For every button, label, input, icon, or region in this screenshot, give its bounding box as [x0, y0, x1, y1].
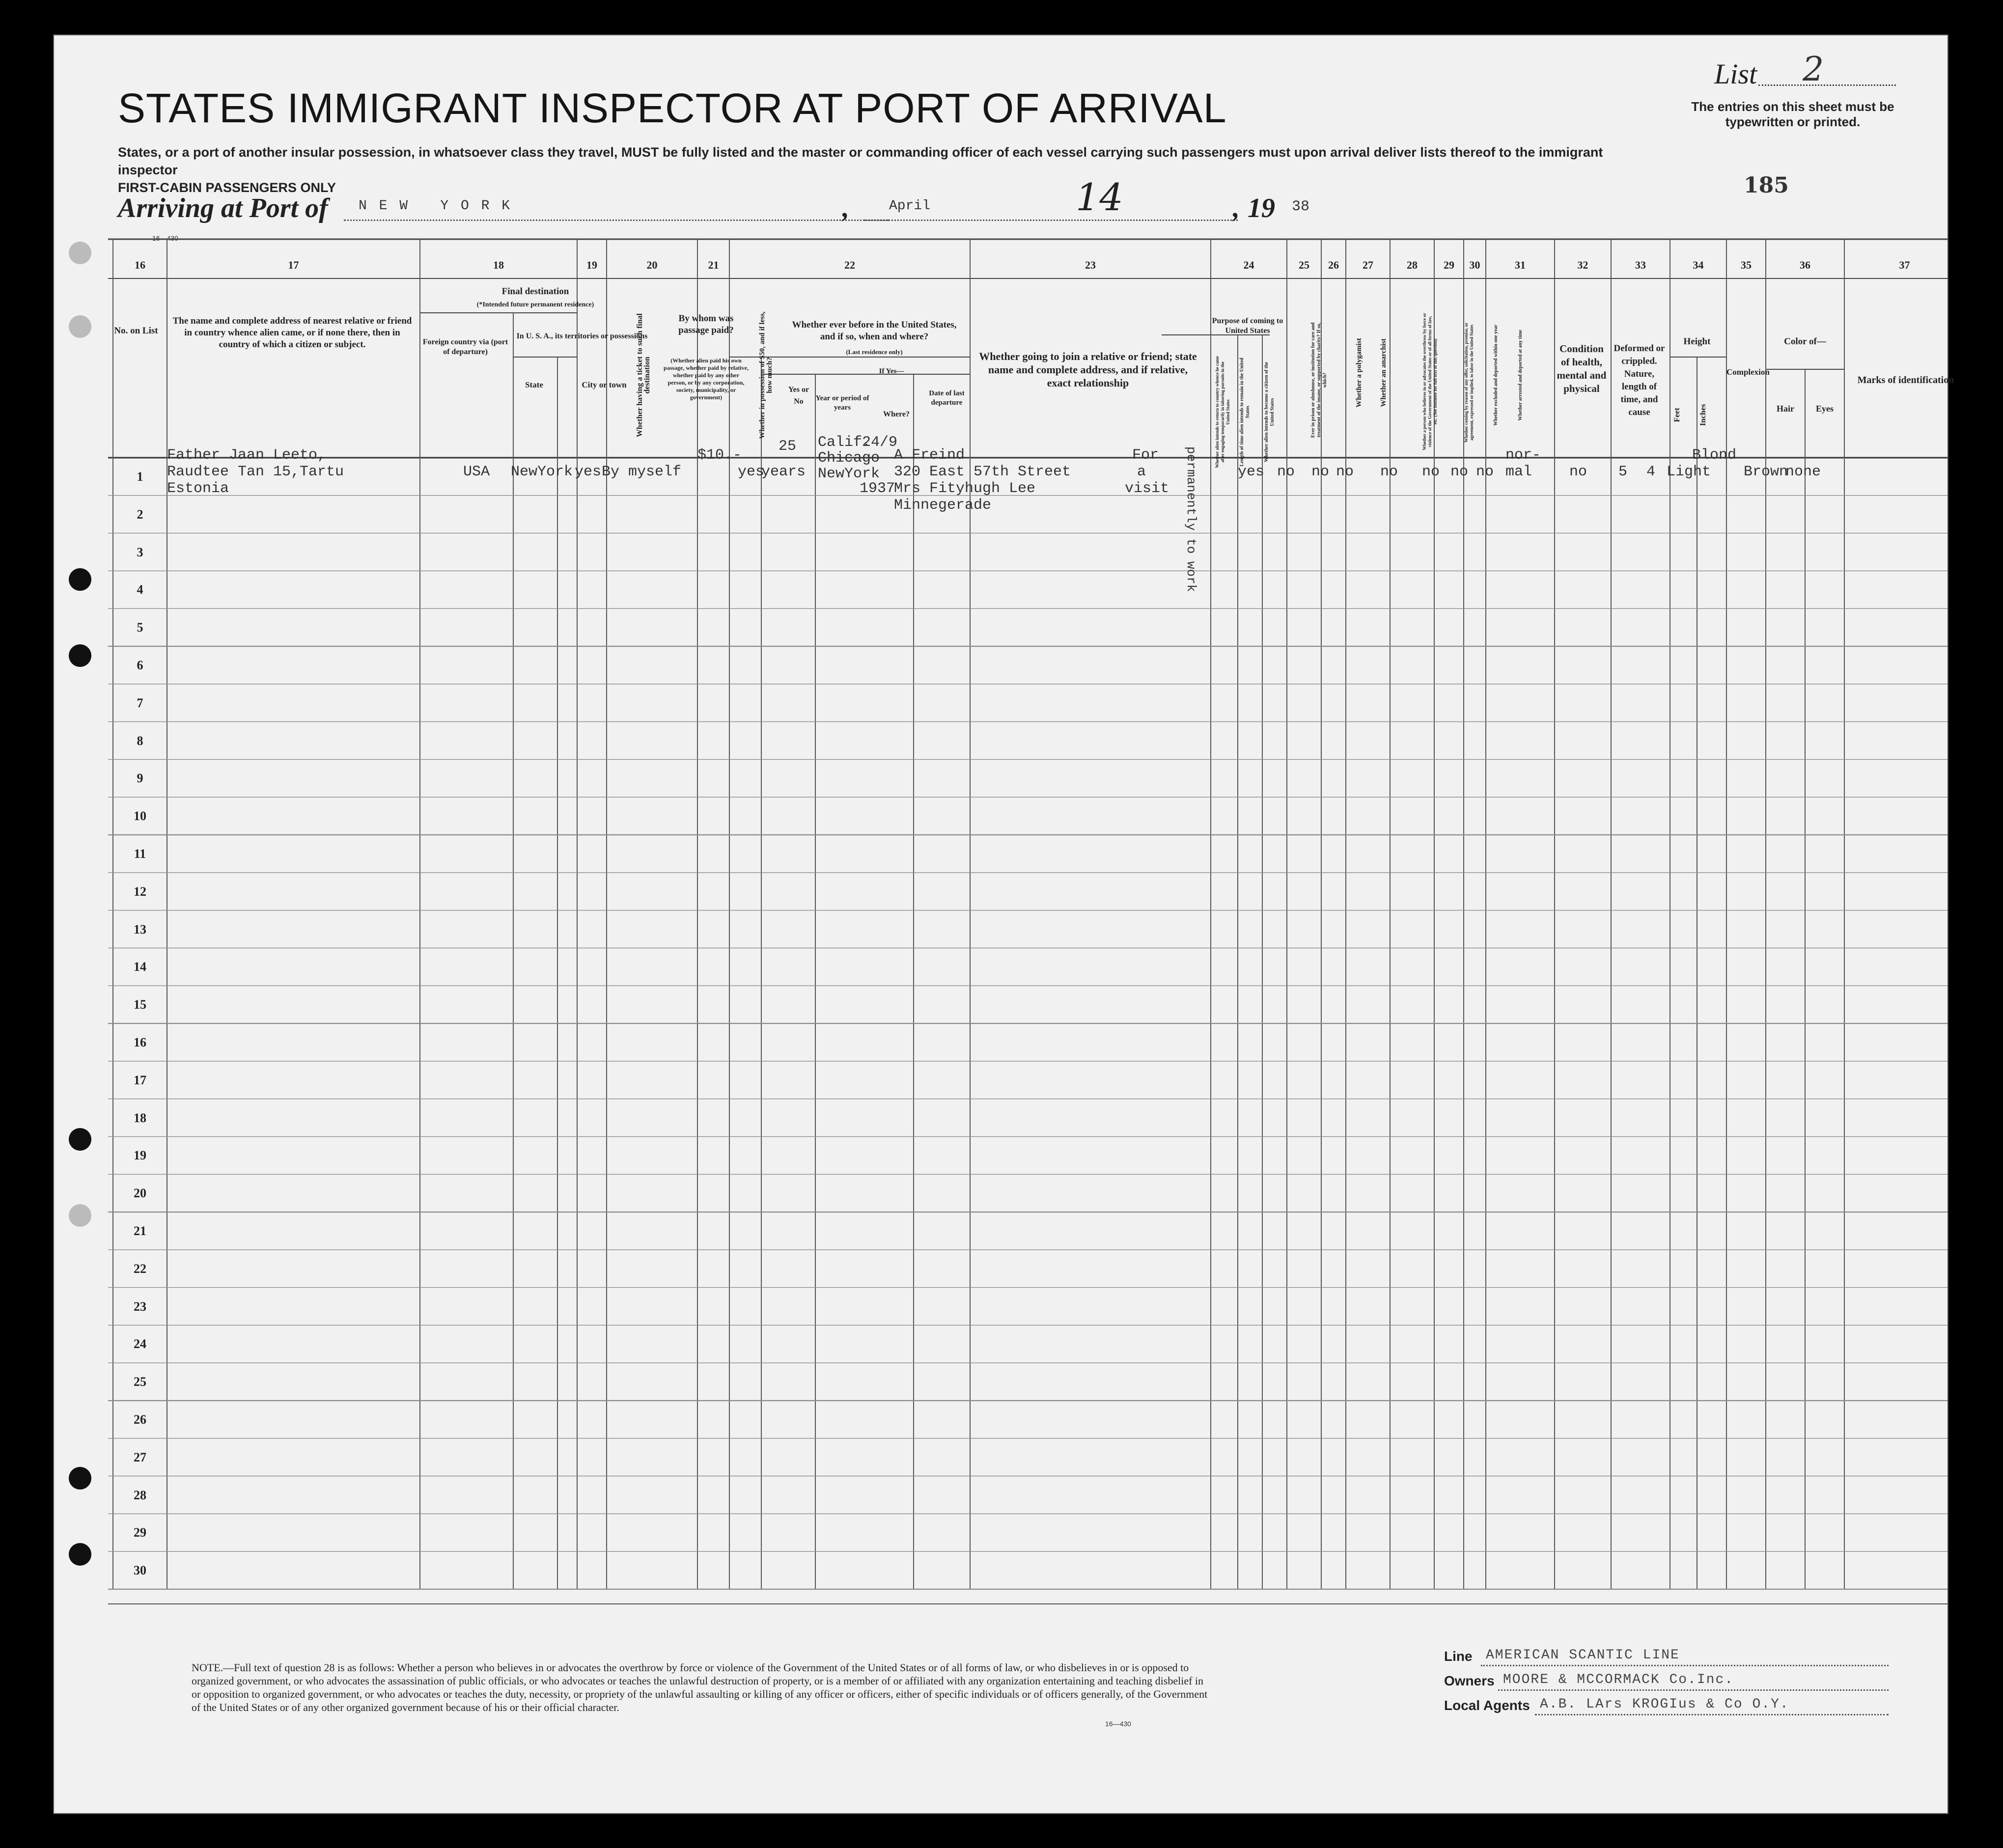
footer-owners-value: MOORE & MCCORMACK Co.Inc. — [1503, 1672, 1734, 1687]
column-number: 22 — [844, 259, 855, 271]
footer-note: NOTE.—Full text of question 28 is as follows: Whether a person who believes in or advocates the overthrow by force or violence of the Government of the United States or of all forms of law, or who disbelieves in or is opposed to organized government, or who advocates the assassination of public officials, or who advocates or teaches the unlawful destruction of property, or is a member of or affiliated with any organization entertaining and teaching disbelief in or opposition to organized government, or who advocates or teaches the duty, necessity, or propriety of the unlawful assaulting or killing of any officer or officers, either of specific individuals or of officers generally, of the Government of the United States or of any other organized government because of his or their official character. — [192, 1661, 1208, 1713]
header-ticket: Whether having a ticket to such final destination — [636, 313, 651, 438]
entry-money: $10.- — [697, 447, 742, 464]
page-number: 185 — [1744, 173, 1789, 198]
header-hair: Hair — [1777, 404, 1794, 414]
row-number: 7 — [137, 695, 143, 710]
header-anarchist: Whether an anarchist — [1380, 338, 1388, 407]
punch-hole — [69, 568, 91, 591]
entry-hair: Blond — [1692, 447, 1737, 464]
form-title: STATES IMMIGRANT INSPECTOR AT PORT OF ARRIVAL — [118, 85, 1227, 131]
column-number: 29 — [1444, 259, 1454, 271]
entry-feet: 5 — [1618, 464, 1628, 480]
header-health: Condition of health, mental and physical — [1557, 343, 1607, 394]
header-foreign-country: Foreign country via (port of departure) — [422, 338, 508, 356]
row-number: 11 — [134, 847, 146, 861]
row-number: 17 — [134, 1073, 146, 1087]
entry-q29: no — [1422, 464, 1440, 480]
header-prison: Ever in prison or almshouse, or institution for care and treatment of the insane, or supported by charity? If so, which? — [1310, 322, 1328, 438]
entry-relative-line3: Estonia — [167, 480, 229, 497]
header-q31: Whether arrested and deported at any time — [1518, 330, 1523, 421]
entry-paid-by: By myself — [602, 464, 682, 480]
row-number: 1 — [137, 469, 143, 484]
row-number: 14 — [134, 960, 146, 974]
row-number: 10 — [134, 809, 146, 824]
column-number: 26 — [1328, 259, 1339, 271]
header-complexion: Complexion — [1726, 367, 1770, 377]
entry-date-1: 24/9 — [862, 434, 898, 451]
manifest-sheet — [54, 35, 1954, 1813]
column-number: 31 — [1515, 259, 1526, 271]
class-line: FIRST-CABIN PASSENGERS ONLY — [118, 180, 336, 195]
header-if-yes: If Yes— — [879, 367, 904, 375]
arriving-label: Arriving at Port of — [118, 193, 328, 223]
header-q30: Whether excluded and deported within one year — [1493, 325, 1499, 426]
column-number: 25 — [1299, 259, 1309, 271]
column-number: 36 — [1800, 259, 1810, 271]
port-value: N E W Y O R K — [359, 198, 512, 214]
row-number: 21 — [134, 1224, 146, 1238]
entry-inches: 4 — [1646, 464, 1656, 480]
header-purpose-return: Whether alien intends to return to country whence he came after engaging temporarily in laboring pursuits in the United States — [1215, 356, 1230, 468]
entry-deformed: no — [1569, 464, 1587, 480]
entry-relative-line2: Raudtee Tan 15,Tartu — [167, 464, 344, 480]
header-q28: Whether a person who believes in or advocates the overthrow by force or violence of the Government of the United States or of all forms of law, etc. (See footnote for full text of this question) — [1422, 313, 1438, 450]
column-number: 20 — [646, 259, 658, 271]
row-number: 9 — [137, 771, 143, 786]
header-inches: Inches — [1699, 404, 1707, 426]
entry-polygamist: no — [1311, 464, 1330, 480]
header-eyes: Eyes — [1816, 404, 1834, 414]
footer-line-label: Line — [1444, 1649, 1473, 1664]
entry-where-2: Chicago — [818, 450, 880, 467]
punch-hole — [69, 315, 91, 338]
entry-ever-before: yes — [738, 464, 765, 480]
row-number: 6 — [137, 658, 143, 672]
punch-hole — [69, 644, 91, 667]
row-number: 3 — [137, 545, 143, 559]
entry-q28: no — [1380, 464, 1398, 480]
entry-city: NewYork — [511, 464, 573, 480]
entry-length: permanently to work — [1184, 446, 1198, 592]
header-passage-paid: By whom was passage paid? — [678, 313, 734, 335]
row-number: 25 — [134, 1375, 146, 1389]
header-relative-address: The name and complete address of nearest relative or friend in country whence alien came, or if none there, then in country of which a citizen or subject. — [172, 316, 412, 350]
column-number: 21 — [708, 259, 719, 271]
row-number: 4 — [137, 582, 143, 597]
entry-health-2: mal — [1505, 464, 1532, 480]
header-city: City or town — [582, 380, 627, 389]
header-purpose: Purpose of coming to United States — [1212, 317, 1283, 335]
entry-q30: no — [1450, 464, 1469, 480]
column-number: 16 — [135, 259, 145, 271]
entry-purpose-3: visit — [1125, 480, 1169, 497]
column-number: 27 — [1363, 259, 1373, 271]
column-number: 23 — [1085, 259, 1096, 271]
column-number: 28 — [1407, 259, 1418, 271]
entry-where-3: NewYork — [818, 466, 880, 482]
footer-line-value: AMERICAN SCANTIC LINE — [1486, 1648, 1680, 1663]
month-value: April — [889, 198, 931, 214]
footer-line-rule — [1481, 1665, 1889, 1666]
header-ever-before: Whether ever before in the United States, and if so, when and where? — [792, 320, 957, 342]
entry-date-2: 1937 — [860, 480, 895, 497]
entry-citizen: yes — [1238, 464, 1265, 480]
entry-relative-line1: Father Jaan Leeto, — [167, 447, 327, 464]
entry-ticket: yes — [575, 464, 602, 480]
header-deformed: Deformed or crippled. Nature, length of time, and cause — [1614, 343, 1665, 417]
header-join-relative: Whether going to join a relative or friend; state name and complete address, and if relative, exact relationship — [979, 350, 1197, 389]
header-in-usa: In U. S. A., its territories or possessions — [516, 332, 648, 340]
punch-hole — [69, 242, 91, 264]
column-number: 30 — [1469, 259, 1480, 271]
header-where: Where? — [883, 410, 910, 418]
entry-join-2: 320 East 57th Street — [894, 464, 1071, 480]
footer-agents-label: Local Agents — [1444, 1698, 1530, 1713]
row-number: 18 — [134, 1110, 146, 1125]
entry-period: 25 — [779, 438, 797, 455]
row-number: 29 — [134, 1525, 146, 1540]
column-number: 18 — [493, 259, 504, 271]
header-period: Year or period of years — [815, 394, 869, 412]
row-number: 5 — [137, 620, 143, 635]
header-marks: Marks of identification — [1857, 375, 1954, 386]
footer-owners-label: Owners — [1444, 1673, 1495, 1688]
entry-q31: no — [1476, 464, 1494, 480]
header-passage-paid-sub: (Whether alien paid his own passage, whether paid by relative, whether paid by any other person, or by any corporation, society, municipality, or government) — [664, 357, 749, 401]
entry-purpose-2: a — [1137, 464, 1146, 480]
punch-hole — [69, 1128, 91, 1151]
form-code: 16—430 — [152, 234, 178, 242]
header-q29: Whether coming by reason of any offer, solicitation, promise, or agreement, expressed or implied, to labor in the United States — [1464, 322, 1474, 443]
header-state: State — [525, 380, 543, 389]
year-suffix: 38 — [1292, 198, 1310, 215]
column-number: 32 — [1577, 259, 1588, 271]
year-prefix: 19 — [1248, 193, 1275, 223]
column-number: 37 — [1899, 259, 1910, 271]
row-number: 20 — [134, 1186, 146, 1201]
row-number: 27 — [134, 1450, 146, 1464]
entry-purpose-1: For — [1132, 447, 1159, 464]
row-number: 8 — [137, 733, 143, 748]
header-color-of: Color of— — [1784, 336, 1826, 347]
list-number: 2 — [1803, 50, 1824, 89]
footer-owners-rule — [1498, 1689, 1889, 1691]
row-number: 15 — [134, 997, 146, 1012]
entry-anarchist: no — [1336, 464, 1354, 480]
row-number: 26 — [134, 1412, 146, 1427]
header-last-departure: Date of last departure — [929, 389, 965, 407]
header-final-destination: Final destination — [501, 286, 569, 297]
instructions-text: States, or a port of another insular possession, in whatsoever class they travel, MUST be fully listed and the master or commanding officer of each vessel carrying such passengers must upon arrival deliver lists thereof to the immigrant inspector — [118, 145, 1603, 177]
column-number: 19 — [586, 259, 597, 271]
column-number: 35 — [1741, 259, 1752, 271]
header-ever-before-sub: (Last residence only) — [846, 348, 903, 356]
entry-complexion: Light — [1667, 464, 1711, 480]
entry-join-4: Minnegerade — [894, 497, 992, 514]
comma-2: , — [1233, 193, 1240, 223]
header-no-on-list: No. on List — [114, 326, 158, 336]
comma-1: , — [842, 193, 849, 223]
header-purpose-citizen: Whether alien intends to become a citizen of the United States — [1264, 361, 1275, 463]
row-number: 24 — [134, 1337, 146, 1352]
row-number: 2 — [137, 507, 143, 522]
footer-agents-rule — [1535, 1714, 1889, 1715]
row-number: 30 — [134, 1563, 146, 1578]
day-value: 14 — [1076, 175, 1123, 219]
header-purpose-length: Length of time alien intends to remain in the United States — [1239, 358, 1251, 467]
footer-agents-value: A.B. LArs KROGIus & Co O.Y. — [1540, 1697, 1789, 1712]
row-number: 13 — [134, 922, 146, 937]
header-final-destination-sub: (*Intended future permanent residence) — [476, 301, 594, 308]
entry-eyes: Brown — [1744, 464, 1788, 480]
punch-hole — [69, 1543, 91, 1566]
entry-join-1: A Freind — [894, 447, 965, 464]
column-number: 34 — [1693, 259, 1704, 271]
column-number: 17 — [288, 259, 299, 271]
entry-state: USA — [463, 464, 490, 480]
header-yes-no: Yes or No — [788, 386, 809, 406]
entry-health-1: nor- — [1505, 447, 1541, 464]
entry-period-years: years — [761, 464, 806, 480]
footer-form-code: 16—430 — [1105, 1720, 1131, 1728]
row-number: 16 — [134, 1035, 146, 1049]
list-label: List — [1714, 58, 1757, 90]
manifest-grid — [54, 35, 1947, 1813]
punch-hole — [69, 1467, 91, 1489]
entries-note: The entries on this sheet must be typewritten or printed. — [1691, 99, 1894, 129]
column-number: 33 — [1635, 259, 1646, 271]
header-money: Whether in possession of $50, and if less, how much? — [758, 311, 774, 439]
row-number: 19 — [134, 1148, 146, 1163]
row-number: 28 — [134, 1488, 146, 1502]
entry-prison: no — [1277, 464, 1295, 480]
header-height: Height — [1683, 336, 1711, 347]
header-polygamist: Whether a polygamist — [1355, 338, 1363, 408]
row-number: 22 — [134, 1261, 146, 1276]
entry-marks: none — [1785, 464, 1821, 480]
column-number: 24 — [1243, 259, 1254, 271]
punch-hole — [69, 1204, 91, 1227]
row-number: 23 — [134, 1299, 146, 1314]
entry-join-3: Mrs Fityhugh Lee — [894, 480, 1036, 497]
entry-where-1: Calif. — [818, 434, 871, 451]
header-feet: Feet — [1673, 408, 1681, 422]
row-number: 12 — [134, 884, 146, 899]
